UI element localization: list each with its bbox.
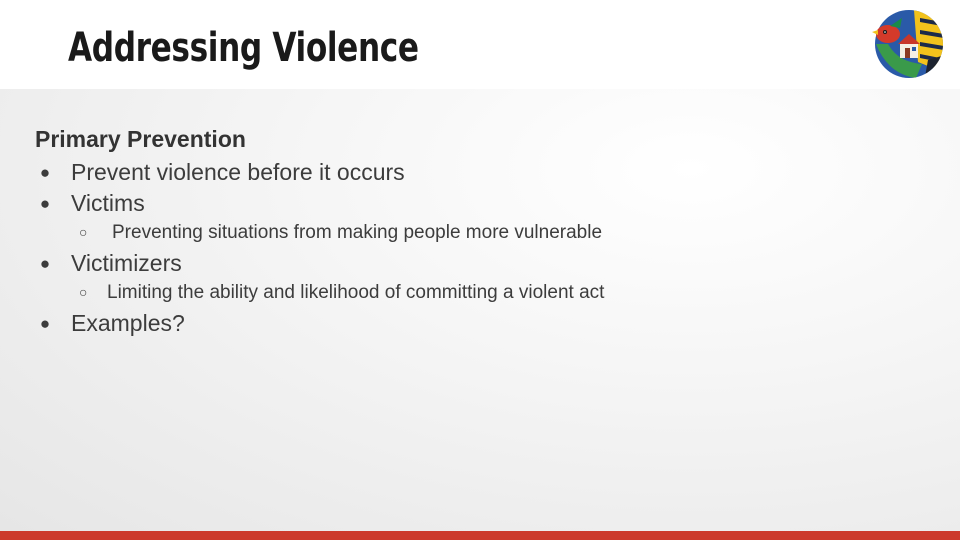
sub-bullet-text: Preventing situations from making people more vulnerable bbox=[112, 222, 603, 243]
bullet-marker: ● bbox=[39, 163, 51, 182]
slide-title: Addressing Violence bbox=[68, 25, 419, 71]
bullet-text: Victimizers bbox=[71, 250, 182, 276]
bullet-item bbox=[35, 248, 915, 279]
sub-bullet-marker: ○ bbox=[79, 224, 88, 240]
bullet-marker: ● bbox=[39, 314, 51, 333]
bullet-text: Victims bbox=[71, 190, 145, 216]
section-heading: Primary Prevention bbox=[35, 126, 246, 152]
bullet-item bbox=[35, 188, 915, 219]
bullet-marker: ● bbox=[39, 194, 51, 213]
bullet-marker: ● bbox=[39, 254, 51, 273]
bullet-item bbox=[35, 157, 915, 188]
sub-bullet-text: Limiting the ability and likelihood of committing a violent act bbox=[107, 282, 605, 303]
sub-bullet-item bbox=[35, 279, 915, 306]
sub-bullet-marker: ○ bbox=[79, 284, 88, 300]
bird-house-logo-icon bbox=[868, 4, 946, 82]
sub-bullet-item bbox=[35, 219, 915, 246]
slide-content bbox=[35, 121, 915, 339]
bullet-item bbox=[35, 308, 915, 339]
bullet-text: Examples? bbox=[71, 310, 185, 336]
bullet-text: Prevent violence before it occurs bbox=[71, 159, 405, 185]
slide-header bbox=[0, 0, 960, 89]
accent-footer-bar bbox=[0, 531, 960, 540]
